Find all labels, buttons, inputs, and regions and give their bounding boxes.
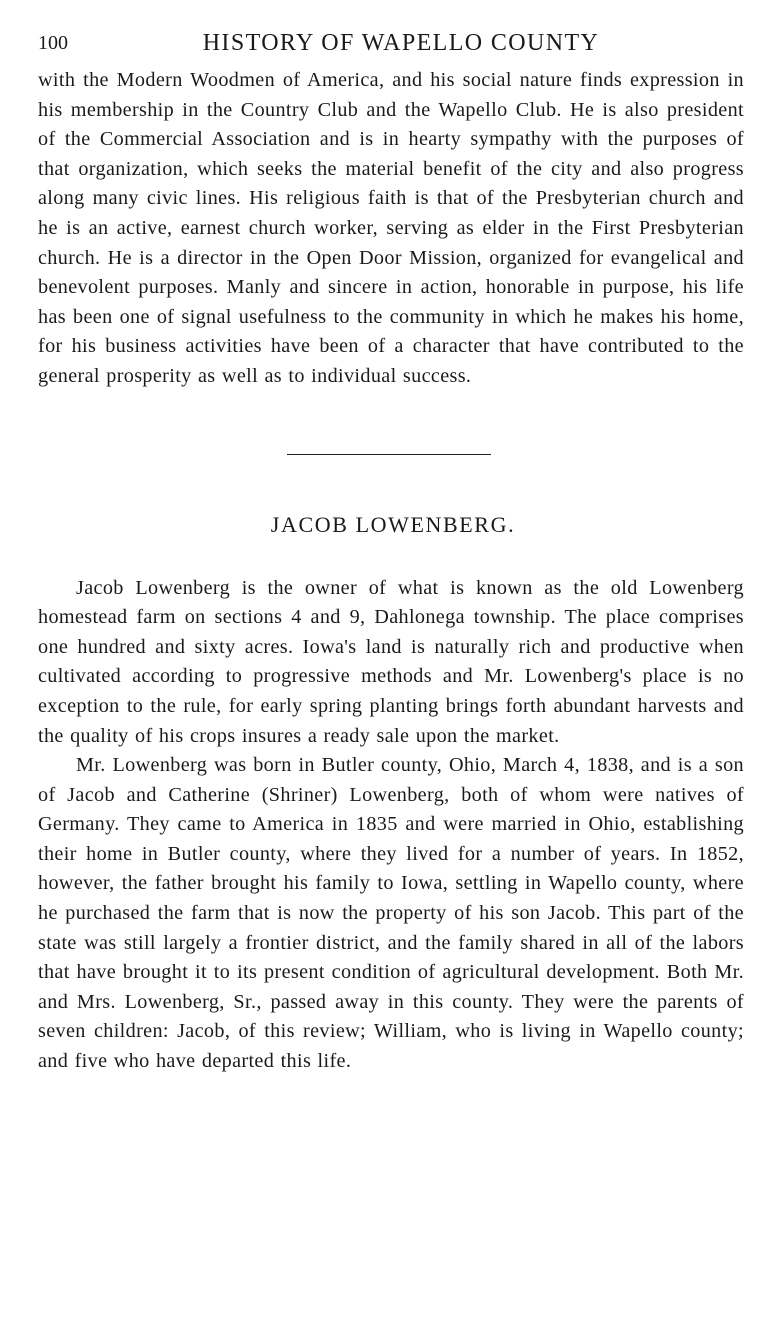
book-page xyxy=(38,26,744,1077)
body-paragraph: with the Modern Woodmen of America, and his social nature finds expression in his membership in the Country Club and the Wapello Club. He is also president of the Commercial Association and is in hearty sympathy with the purposes of that organization, which seeks the material benefit of the city and also progress along many civic lines. His religious faith is that of the Presbyterian church and he is an active, earnest church worker, serving as elder in the First Presbyterian church. He is a director in the Open Door Mission, organized for evangelical and benevolent purposes. Manly and sincere in action, honorable in purpose, his life has been one of signal usefulness to the community in which he makes his home, for his business activities have been of a character that have contributed to the general prosperity as well as to individual success. xyxy=(38,69,744,387)
body-paragraph: Jacob Lowenberg is the owner of what is known as the old Lowenberg homestead farm on sections 4 and 9, Dahlonega township. The place comprises one hundred and sixty acres. Iowa's land is naturally rich and productive when cultivated according to progressive methods and Mr. Lowenberg's place is no exception to the rule, for early spring planting brings forth abundant harvests and the quality of his crops insures a ready sale upon the market. xyxy=(38,576,744,747)
section-title: JACOB LOWENBERG. xyxy=(270,511,516,537)
running-head xyxy=(38,26,744,66)
running-title: HISTORY OF WAPELLO COUNTY xyxy=(202,30,600,56)
page-number: 100 xyxy=(38,32,68,54)
body-paragraph: Mr. Lowenberg was born in Butler county, Ohio, March 4, 1838, and is a son of Jacob and Catherine (Shriner) Lowenberg, both of whom were natives of Germany. They came to America in 1835 and were married in Ohio, establishing their home in Butler county, where they lived for a number of years. In 1852, however, the father brought his family to Iowa, settling in Wapello county, where he purchased the farm that is now the property of his son Jacob. This part of the state was still largely a frontier district, and the family shared in all of the labors that have brought it to its present condition of agricultural development. Both Mr. and Mrs. Lowenberg, Sr., passed away in this county. They were the parents of seven children: Jacob, of this review; William, who is living in Wapello county; and five who have departed this life. xyxy=(38,754,744,1073)
section-divider xyxy=(287,454,491,455)
